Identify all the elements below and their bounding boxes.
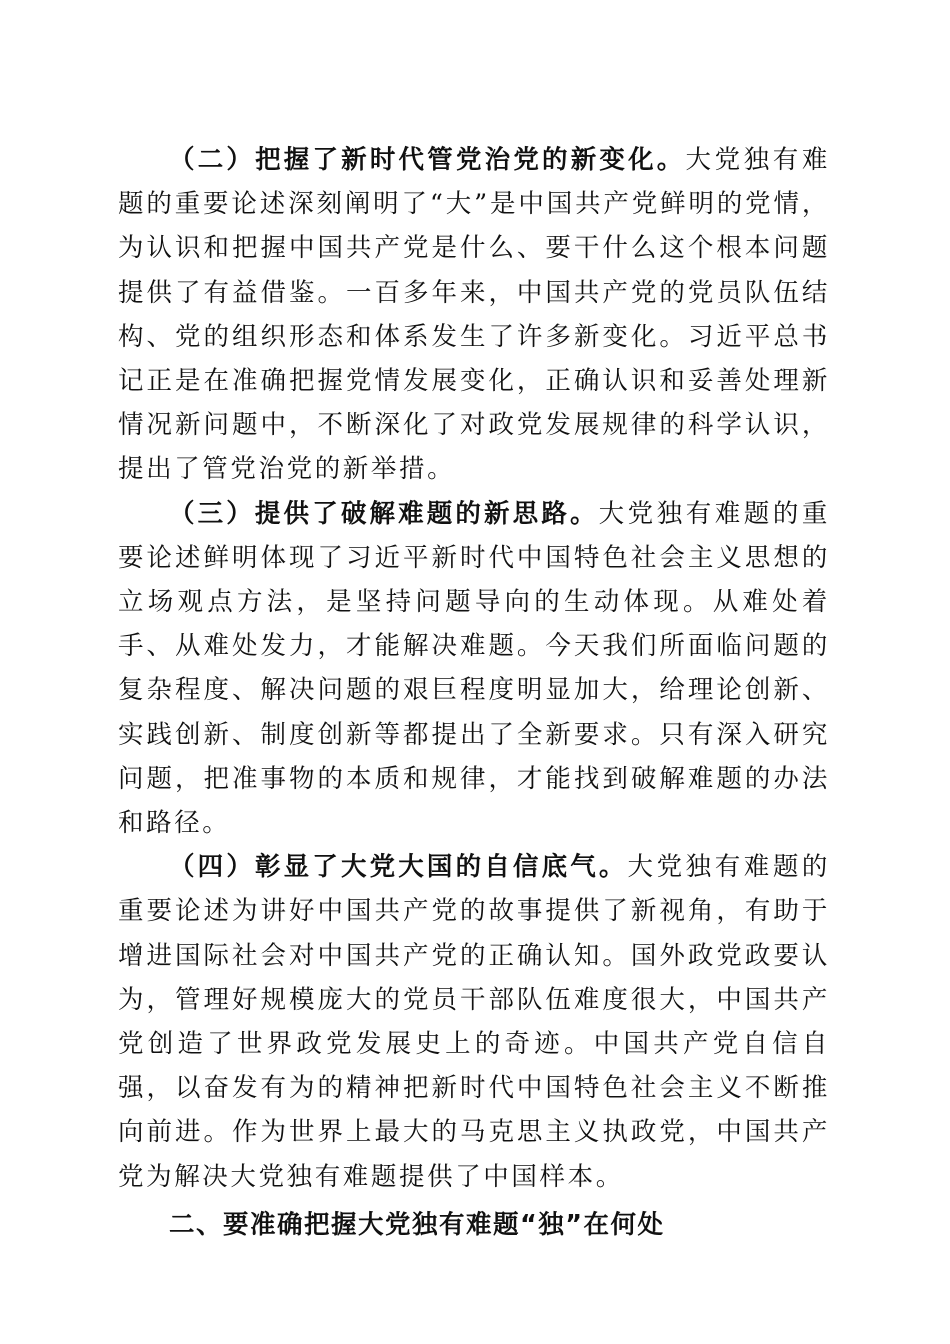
paragraph-2: [118, 138, 830, 492]
paragraph-4-lead: （四）彰显了大党大国的自信底气。: [169, 852, 628, 883]
paragraph-4-body: 大党独有难题的重要论述为讲好中国共产党的故事提供了新视角，有助于增进国际社会对中国共产党的正确认知。国外政党政要认为，管理好规模庞大的党员干部队伍难度很大，中国共产党创造了世界政党发展史上的奇迹。中国共产党自信自强，以奋发有为的精神把新时代中国特色社会主义不断推向前进。作为世界上最大的马克思主义执政党，中国共产党为解决大党独有难题提供了中国样本。: [118, 852, 831, 1192]
paragraph-2-body: 大党独有难题的重要论述深刻阐明了“大”是中国共产党鲜明的党情，为认识和把握中国共产党是什么、要干什么这个根本问题提供了有益借鉴。一百多年来，中国共产党的党员队伍结构、党的组织形态和体系发生了许多新变化。习近平总书记正是在准确把握党情发展变化，正确认识和妥善处理新情况新问题中，不断深化了对政党发展规律的科学认识，提出了管党治党的新举措。: [118, 145, 830, 485]
document-page: [118, 138, 830, 1247]
paragraph-3: [118, 492, 830, 846]
paragraph-2-lead: （二）把握了新时代管党治党的新变化。: [169, 145, 686, 175]
paragraph-3-lead: （三）提供了破解难题的新思路。: [169, 498, 599, 529]
paragraph-3-body: 大党独有难题的重要论述鲜明体现了习近平新时代中国特色社会主义思想的立场观点方法，是坚持问题导向的生动体现。从难处着手、从难处发力，才能解决难题。今天我们所面临问题的复杂程度、解决问题的艰巨程度明显加大，给理论创新、实践创新、制度创新等都提出了全新要求。只有深入研究问题，把准事物的本质和规律，才能找到破解难题的办法和路径。: [118, 498, 830, 839]
section-heading: 二、要准确把握大党独有难题“独”在何处: [169, 1209, 665, 1240]
paragraph-4: [118, 845, 830, 1199]
